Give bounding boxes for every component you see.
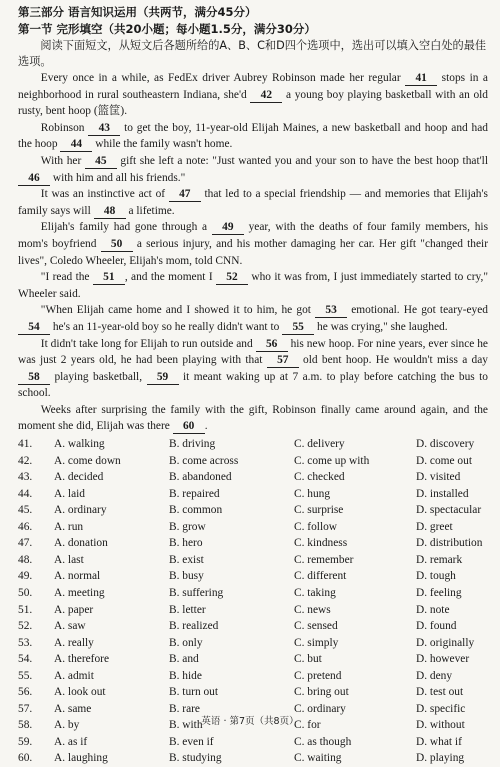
option-row — [18, 635, 488, 652]
option-c: C. delivery — [294, 438, 345, 451]
option-c: C. different — [294, 570, 347, 583]
option-b: B. with — [169, 719, 203, 732]
question-number: 59. — [18, 735, 33, 748]
passage-text: . — [204, 420, 208, 433]
blank-number: 58 — [18, 371, 50, 385]
blank-number: 45 — [85, 155, 117, 169]
question-number: 55. — [18, 669, 33, 682]
option-row — [18, 750, 488, 767]
passage-paragraph — [18, 269, 488, 302]
option-row — [18, 469, 488, 486]
option-c: C. taking — [294, 586, 336, 599]
question-number: 45. — [18, 504, 33, 517]
option-row — [18, 436, 488, 453]
option-a: A. laughing — [54, 752, 108, 765]
blank-number: 51 — [93, 271, 125, 285]
option-b: B. studying — [169, 752, 222, 765]
option-a: A. same — [54, 702, 92, 715]
question-number: 57. — [18, 702, 33, 715]
part-heading: 第三部分 语言知识运用（共两节，满分45分） — [18, 5, 257, 19]
option-c: C. pretend — [294, 669, 342, 682]
option-row — [18, 734, 488, 751]
blank-number: 46 — [18, 172, 50, 186]
option-b: B. exist — [169, 553, 204, 566]
option-row — [18, 585, 488, 602]
question-number: 43. — [18, 471, 33, 484]
blank-number: 55 — [282, 321, 314, 335]
blank-number: 60 — [173, 420, 205, 434]
blank-number: 47 — [169, 188, 201, 202]
option-d: D. distribution — [416, 537, 483, 550]
option-d: D. however — [416, 653, 470, 666]
option-a: A. laid — [54, 487, 86, 500]
passage-text: Weeks after surprising the family with the gift, Robinson finally came around again, and the moment she did, Elijah was there — [18, 403, 488, 433]
option-d: D. greet — [416, 520, 453, 533]
passage-text: Robinson — [40, 121, 89, 134]
passage-text: , and the moment I — [124, 271, 216, 284]
passage-text: a serious injury, and his mother damaging her car. Her gift "changed their lives", Coledo Wheeler, Elijah's mom, told CNN. — [18, 237, 488, 267]
option-d: D. feeling — [416, 586, 462, 599]
option-b: B. grow — [169, 520, 206, 533]
passage-text: emotional. He got teary-eyed — [347, 304, 488, 317]
question-number: 44. — [18, 487, 33, 500]
option-c: C. but — [294, 653, 322, 666]
option-a: A. normal — [54, 570, 101, 583]
option-c: C. come up with — [294, 454, 370, 467]
page-footer: 英语 · 第7页（共8页） — [201, 716, 299, 727]
option-a: A. look out — [54, 686, 106, 699]
blank-number: 56 — [256, 338, 288, 352]
option-c: C. kindness — [294, 537, 348, 550]
option-row — [18, 519, 488, 536]
blank-number: 41 — [405, 72, 437, 86]
option-b: B. come across — [169, 454, 239, 467]
passage — [18, 70, 488, 435]
option-b: B. suffering — [169, 586, 224, 599]
question-number: 53. — [18, 636, 33, 649]
option-row — [18, 602, 488, 619]
option-a: A. meeting — [54, 586, 105, 599]
passage-text: it meant waking up at 7 a.m. to play before catching the bus to school. — [18, 370, 488, 400]
question-number: 48. — [18, 553, 33, 566]
passage-text: he was crying," she laughed. — [314, 320, 448, 333]
option-d: D. visited — [416, 471, 461, 484]
passage-text: that led to a special friendship — and memories that Elijah's family says will — [18, 188, 488, 217]
question-number: 56. — [18, 686, 33, 699]
option-d: D. test out — [416, 686, 464, 699]
option-a: A. by — [54, 719, 80, 732]
option-d: D. originally — [416, 636, 475, 649]
instructions: 阅读下面短文，从短文后各题所给的A、B、C和D四个选项中，选出可以填入空白处的最佳选项。 — [18, 39, 487, 68]
question-number: 42. — [18, 454, 33, 467]
option-d: D. note — [416, 603, 450, 616]
option-b: B. driving — [169, 438, 216, 451]
option-d: D. specific — [416, 702, 466, 715]
option-b: B. letter — [169, 603, 206, 616]
passage-paragraph — [18, 153, 488, 186]
option-a: A. ordinary — [54, 504, 107, 517]
passage-text: "When Elijah came home and I showed it to him, he got — [40, 304, 316, 317]
blank-number: 50 — [101, 238, 133, 252]
passage-paragraph — [18, 336, 488, 402]
option-b: B. busy — [169, 570, 204, 583]
passage-text: playing basketball, — [50, 370, 147, 383]
option-row — [18, 453, 488, 470]
option-c: C. simply — [294, 636, 339, 649]
blank-number: 42 — [250, 89, 282, 103]
option-c: C. surprise — [294, 504, 344, 517]
passage-text: with him and all his friends." — [50, 171, 186, 184]
option-d: D. found — [416, 620, 457, 633]
passage-text: who it was from, I just immediately started to cry," Wheeler said. — [18, 271, 488, 300]
passage-paragraph — [18, 186, 488, 219]
option-d: D. tough — [416, 570, 456, 583]
passage-text: It didn't take long for Elijah to run outside and — [40, 337, 256, 350]
question-number: 60. — [18, 752, 33, 765]
passage-text: he's an 11-year-old boy so he really didn't want to — [50, 320, 283, 333]
question-number: 52. — [18, 620, 33, 633]
option-d: D. without — [416, 719, 465, 732]
passage-paragraph — [18, 219, 488, 269]
option-c: C. follow — [294, 520, 338, 533]
option-c: C. remember — [294, 553, 354, 566]
blank-number: 54 — [18, 321, 50, 335]
blank-number: 52 — [216, 271, 248, 285]
option-row — [18, 552, 488, 569]
passage-text: With her — [40, 154, 85, 167]
option-d: D. come out — [416, 454, 472, 467]
passage-paragraph — [18, 120, 488, 153]
option-c: C. news — [294, 603, 331, 616]
question-number: 46. — [18, 520, 33, 533]
option-b: B. hide — [169, 669, 202, 682]
option-d: D. discovery — [416, 438, 475, 451]
question-number: 49. — [18, 570, 33, 583]
option-row — [18, 535, 488, 552]
option-c: C. for — [294, 719, 321, 732]
option-b: B. repaired — [169, 487, 220, 500]
blank-number: 53 — [315, 304, 347, 318]
option-row — [18, 502, 488, 519]
option-d: D. what if — [416, 735, 462, 748]
option-d: D. remark — [416, 553, 463, 566]
option-row — [18, 568, 488, 585]
passage-text: his new hoop. For nine years, ever since he was just 2 years old, he had been playing with that — [18, 337, 488, 367]
blank-number: 48 — [94, 205, 126, 219]
option-d: D. spectacular — [416, 504, 482, 517]
option-a: A. run — [54, 520, 84, 533]
passage-text: It was an instinctive act of — [40, 188, 169, 201]
passage-text: old bent hoop. He wouldn't miss a day — [298, 354, 488, 367]
option-b: B. even if — [169, 735, 214, 748]
option-c: C. hung — [294, 487, 331, 500]
option-d: D. deny — [416, 669, 453, 682]
blank-number: 44 — [60, 138, 92, 152]
passage-text: a young boy playing basketball with an old rusty, bent hoop (篮筐). — [18, 88, 489, 118]
option-a: A. walking — [54, 438, 105, 451]
option-a: A. donation — [54, 537, 108, 550]
question-number: 51. — [18, 603, 33, 616]
option-c: C. checked — [294, 471, 345, 484]
option-a: A. really — [54, 636, 94, 649]
passage-text: year, with the deaths of four family members, his mom's boyfriend — [18, 221, 488, 250]
passage-paragraph — [18, 402, 488, 435]
passage-text: while the family wasn't home. — [92, 138, 233, 151]
question-number: 41. — [18, 438, 33, 451]
passage-text: Every once in a while, as FedEx driver Aubrey Robinson made her regular — [40, 72, 406, 84]
passage-paragraph — [18, 70, 488, 120]
option-b: B. hero — [169, 537, 203, 550]
option-b: B. abandoned — [169, 471, 232, 484]
option-b: B. rare — [169, 702, 200, 715]
option-d: D. playing — [416, 752, 465, 765]
option-a: A. therefore — [54, 653, 110, 666]
question-number: 47. — [18, 537, 33, 550]
option-b: B. only — [169, 636, 203, 649]
option-row — [18, 618, 488, 635]
blank-number: 57 — [267, 354, 299, 368]
option-c: C. waiting — [294, 752, 342, 765]
passage-paragraph — [18, 302, 488, 335]
option-a: A. last — [54, 553, 84, 566]
blank-number: 59 — [147, 371, 179, 385]
option-b: B. and — [169, 653, 199, 666]
option-a: A. paper — [54, 603, 94, 616]
option-row — [18, 684, 488, 701]
blank-number: 43 — [88, 122, 120, 136]
passage-text: "I read the — [40, 271, 93, 284]
option-c: C. bring out — [294, 686, 349, 699]
option-b: B. turn out — [169, 686, 219, 699]
passage-text: stops in a neighborhood in rural southeastern Indiana, she'd — [18, 72, 488, 101]
option-row — [18, 668, 488, 685]
question-number: 58. — [18, 719, 33, 732]
option-c: C. ordinary — [294, 702, 346, 715]
option-a: A. come down — [54, 454, 121, 467]
section-title: 第一节 完形填空（共20小题；每小题1.5分，满分30分） — [18, 22, 316, 36]
option-a: A. decided — [54, 471, 104, 484]
option-a: A. saw — [54, 620, 86, 633]
passage-text: to get the boy, 11-year-old Elijah Maines, a new basketball and hoop and had the hoop — [18, 121, 488, 151]
option-b: B. common — [169, 504, 223, 517]
option-d: D. installed — [416, 487, 469, 500]
blank-number: 49 — [212, 221, 244, 235]
option-c: C. sensed — [294, 620, 338, 633]
option-row — [18, 486, 488, 503]
option-row — [18, 651, 488, 668]
question-number: 50. — [18, 586, 33, 599]
question-number: 54. — [18, 653, 33, 666]
option-c: C. as though — [294, 735, 352, 748]
option-a: A. admit — [54, 669, 94, 682]
passage-text: gift she left a note: "Just wanted you and your son to have the best hoop that'll — [116, 154, 489, 167]
passage-text: a lifetime. — [125, 204, 175, 217]
passage-text: Elijah's family had gone through a — [40, 221, 212, 234]
option-b: B. realized — [169, 620, 219, 633]
option-a: A. as if — [54, 735, 88, 748]
